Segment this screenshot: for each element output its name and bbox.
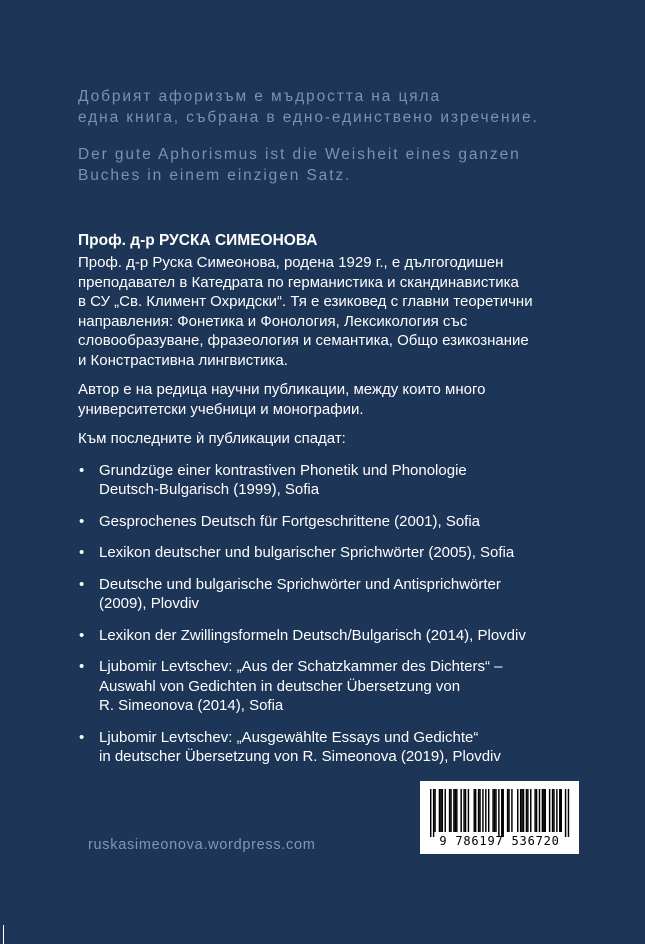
website-link[interactable]: ruskasimeonova.wordpress.com (88, 837, 316, 853)
publication-line: Lexikon der Zwillingsformeln Deutsch/Bulgarisch (2014), Plovdiv (99, 626, 526, 644)
author-of-paragraph (78, 380, 578, 419)
publication-line: Gesprochenes Deutsch für Fortgeschrittene (2001), Sofia (99, 512, 481, 530)
bio-paragraph (78, 253, 578, 370)
bio-line: преподавател в Катедрата по германистика и скандинавистика (78, 273, 519, 291)
list-item (78, 657, 578, 716)
quote-german (78, 144, 598, 186)
publication-line: Ljubomir Levtschev: „Aus der Schatzkammer des Dichters“ – (99, 658, 503, 675)
bullet-icon: • (79, 575, 85, 593)
publication-line: (2009), Plovdiv (99, 595, 200, 612)
bio-line: направления: Фонетика и Фонология, Лексикология със (78, 312, 468, 330)
bullet-icon: • (79, 544, 85, 561)
list-item (78, 626, 578, 646)
quote-german-line-2: Buches in einem einzigen Satz. (78, 167, 352, 184)
publication-line: Lexikon deutscher und bulgarischer Sprichwörter (2005), Sofia (99, 544, 515, 561)
list-item (78, 461, 578, 500)
bio-line: в СУ „Св. Климент Охридски“. Тя е езиковед с главни теоретични (78, 293, 533, 310)
bullet-icon: • (79, 512, 85, 530)
publication-line: in deutscher Übersetzung von R. Simeonova (2019), Plovdiv (99, 748, 501, 765)
publication-line: Deutsch-Bulgarisch (1999), Sofia (99, 481, 320, 498)
bio-line: словообразуване, фразеология и семантика, Общо езикознание (78, 332, 529, 349)
author-of-line: университетски учебници и монографии. (78, 400, 364, 418)
trim-mark (3, 925, 4, 944)
list-item (78, 575, 578, 614)
publications-list (78, 461, 578, 767)
list-item (78, 512, 578, 532)
quote-bulgarian (78, 86, 598, 128)
isbn-barcode (420, 781, 579, 854)
author-bio-section (78, 253, 578, 779)
bullet-icon: • (79, 658, 85, 675)
publications-intro-text: Към последните ѝ публикации спадат: (78, 430, 346, 447)
publication-line: Grundzüge einer kontrastiven Phonetik und Phonologie (99, 461, 467, 479)
author-heading: Проф. д-р РУСКА СИМЕОНОВА (78, 232, 318, 249)
quote-german-line-1: Der gute Aphorismus ist die Weisheit eines ganzen (78, 146, 521, 163)
publication-line: Ljubomir Levtschev: „Ausgewählte Essays und Gedichte“ (99, 728, 479, 746)
bio-line: Проф. д-р Руска Симеонова, родена 1929 г., е дългогодишен (78, 254, 504, 271)
list-item (78, 543, 578, 563)
bullet-icon: • (79, 626, 85, 644)
publication-line: Deutsche und bulgarische Sprichwörter und Antisprichwörter (99, 575, 501, 593)
bio-line: и Констрастивна лингвистика. (78, 351, 288, 369)
isbn-number: 9 786197 536720 (439, 834, 560, 848)
bullet-icon: • (79, 728, 85, 746)
author-of-line: Автор е на редица научни публикации, между които много (78, 381, 486, 398)
publication-line: Auswahl von Gedichten in deutscher Übersetzung von (99, 677, 461, 695)
quote-bulgarian-line-2: една книга, събрана в едно-единствено изречение. (78, 109, 539, 126)
quote-bulgarian-line-1: Добрият афоризъм е мъдростта на цяла (78, 88, 442, 105)
publications-intro (78, 429, 578, 449)
list-item (78, 728, 578, 767)
bullet-icon: • (79, 461, 85, 479)
publication-line: R. Simeonova (2014), Sofia (99, 697, 284, 714)
